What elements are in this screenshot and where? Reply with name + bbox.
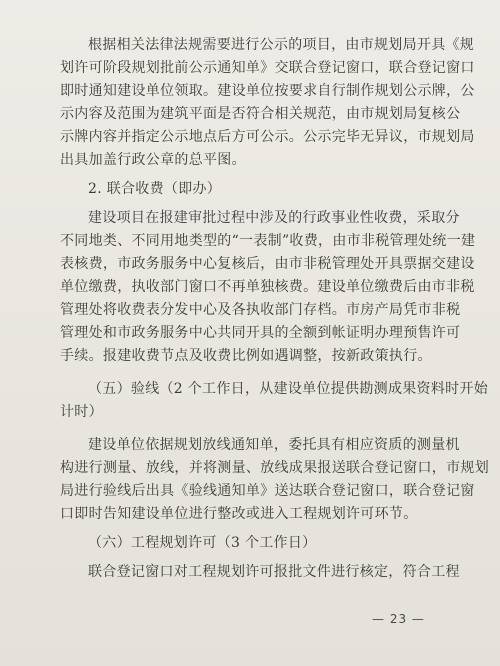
paragraph-public-notice — [60, 34, 475, 172]
text-line: 划许可阶段规划批前公示通知单》交联合登记窗口，联合登记窗口 — [60, 60, 475, 76]
text-line: 手续。报建收费节点及收费比例如遇调整，按新政策执行。 — [60, 348, 432, 364]
text-line: 不同地类、不同用地类型的“一表制”收费，由市非税管理处统一建 — [60, 233, 476, 249]
text-line: （五）验线（2 个工作日，从建设单位提供勘测成果资料时开始 — [88, 381, 489, 397]
text-line: 即时通知建设单位领取。建设单位按要求自行制作规划公示牌，公 — [60, 83, 475, 99]
section-heading-line-check — [60, 378, 489, 424]
paragraph-line-check — [60, 434, 489, 526]
text-line: 建设项目在报建审批过程中涉及的行政事业性收费，采取分 — [88, 210, 460, 226]
text-line: 示内容及范围为建筑平面是否符合相关规范，由市规划局复核公 — [60, 106, 461, 122]
text-line: 计时） — [60, 404, 103, 420]
text-line: 管理处将收费表分发中心及各执收部门存档。市房产局凭市非税 — [60, 302, 461, 318]
text-line: 建设单位依据规划放线通知单，委托具有相应资质的测量机 — [88, 437, 460, 453]
page-number: — 23 — — [372, 612, 425, 626]
paragraph-joint-fees — [60, 207, 476, 368]
text-line: 局进行验线后出具《验线通知单》送达联合登记窗口，联合登记窗 — [60, 483, 475, 499]
text-line: 联合登记窗口对工程规划许可报批文件进行核定，符合工程 — [88, 564, 460, 580]
text-line: 构进行测量、放线，并将测量、放线成果报送联合登记窗口，市规划 — [60, 460, 489, 476]
text-line: 表核费，市政务服务中心复核后，由市非税管理处开具票据交建设 — [60, 256, 475, 272]
text-line: 管理处和市政务服务中心共同开具的全额到帐证明办理预售许可 — [60, 325, 461, 341]
text-line: 示牌内容并指定公示地点后方可公示。公示完毕无异议，市规划局 — [60, 129, 475, 145]
text-line: 单位缴费，执收部门窗口不再单独核费。建设单位缴费后由市非税 — [60, 279, 475, 295]
text-line: 出具加盖行政公章的总平图。 — [60, 152, 246, 168]
text-line: 根据相关法律法规需要进行公示的项目，由市规划局开具《规 — [88, 37, 475, 53]
section-heading-engineering-permit: （六）工程规划许可（3 个工作日） — [88, 535, 317, 551]
page-content — [60, 34, 489, 584]
paragraph-engineering-permit — [60, 561, 460, 584]
text-line: 口即时告知建设单位进行整改或进入工程规划许可环节。 — [60, 506, 418, 522]
section-heading-joint-fees: 2. 联合收费（即办） — [88, 181, 222, 197]
